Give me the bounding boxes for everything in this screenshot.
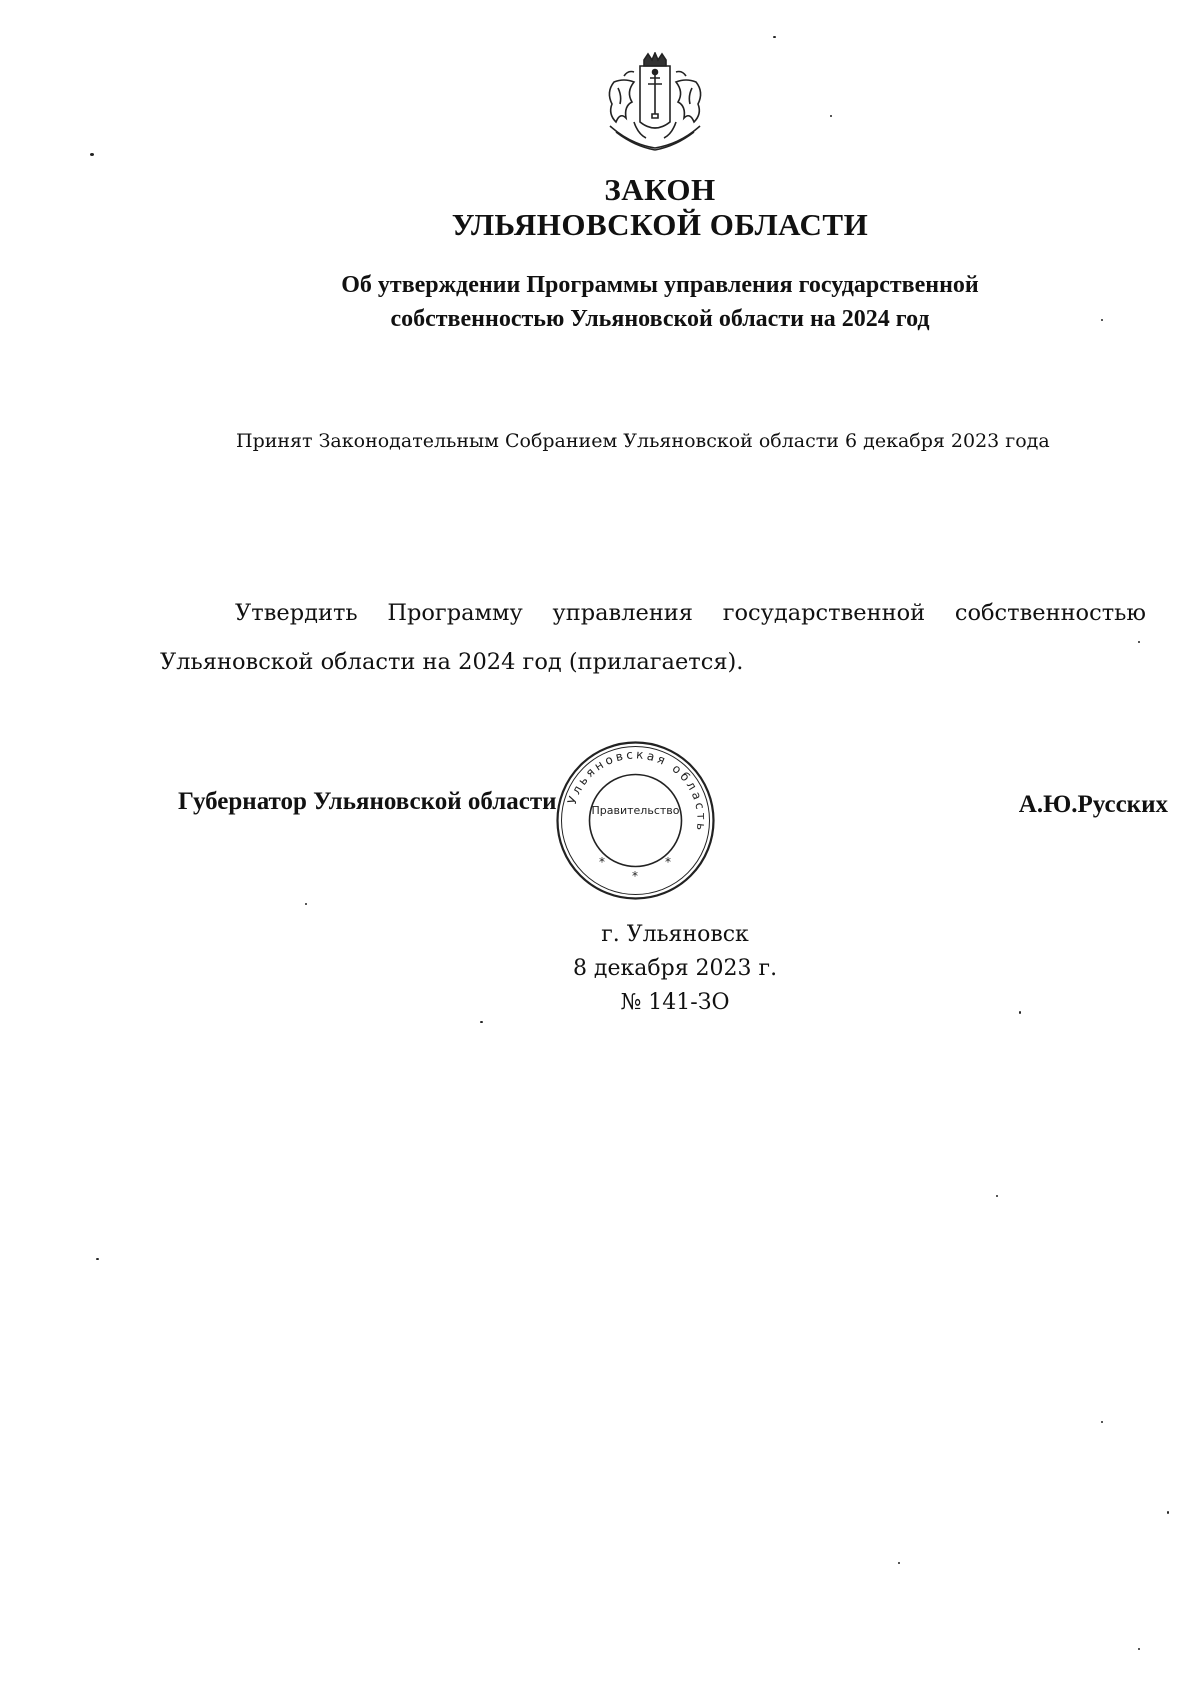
law-body-text: Утвердить Программу управления государственной собственностью Ульяновской области на 2024 год (прилагается). xyxy=(160,600,1146,675)
scan-speck xyxy=(1019,1011,1021,1014)
scan-speck xyxy=(96,1258,99,1260)
scan-speck xyxy=(830,115,832,117)
scan-speck xyxy=(305,903,307,905)
signatory-name: А.Ю.Русских xyxy=(1018,791,1168,818)
coat-of-arms-icon xyxy=(600,52,710,152)
scan-speck xyxy=(773,36,776,38)
svg-text:*: * xyxy=(632,869,638,883)
svg-text:*: * xyxy=(665,855,671,869)
document-footer xyxy=(0,918,1200,1020)
document-subtitle xyxy=(210,268,1110,336)
seal-center-text: Правительство xyxy=(591,804,680,817)
document-number: № 141-ЗО xyxy=(620,990,730,1015)
subtitle-line2: собственностью Ульяновской области на 2024 год xyxy=(390,306,930,332)
document-title-line2: УЛЬЯНОВСКОЙ ОБЛАСТИ xyxy=(451,207,869,242)
svg-text:*: * xyxy=(599,855,605,869)
scan-speck xyxy=(1101,1421,1103,1423)
scan-speck xyxy=(1138,1648,1140,1650)
scan-speck xyxy=(996,1195,998,1197)
seal-ring-text: Ульяновская область xyxy=(564,747,709,835)
signatory-title: Губернатор Ульяновской области xyxy=(178,788,557,815)
scan-speck xyxy=(90,153,94,156)
scan-speck xyxy=(1167,1511,1169,1514)
scan-speck xyxy=(1138,641,1140,643)
official-seal-icon xyxy=(553,738,718,903)
document-place: г. Ульяновск xyxy=(601,922,749,947)
scan-speck xyxy=(1101,319,1103,321)
document-date: 8 декабря 2023 г. xyxy=(572,956,778,981)
scan-speck xyxy=(480,1021,483,1023)
scan-speck xyxy=(898,1562,900,1564)
document-title-line1: ЗАКОН xyxy=(604,172,716,207)
adoption-statement: Принят Законодательным Собранием Ульяновской области 6 декабря 2023 года xyxy=(236,430,1050,452)
subtitle-line1: Об утверждении Программы управления государственной xyxy=(341,272,979,298)
